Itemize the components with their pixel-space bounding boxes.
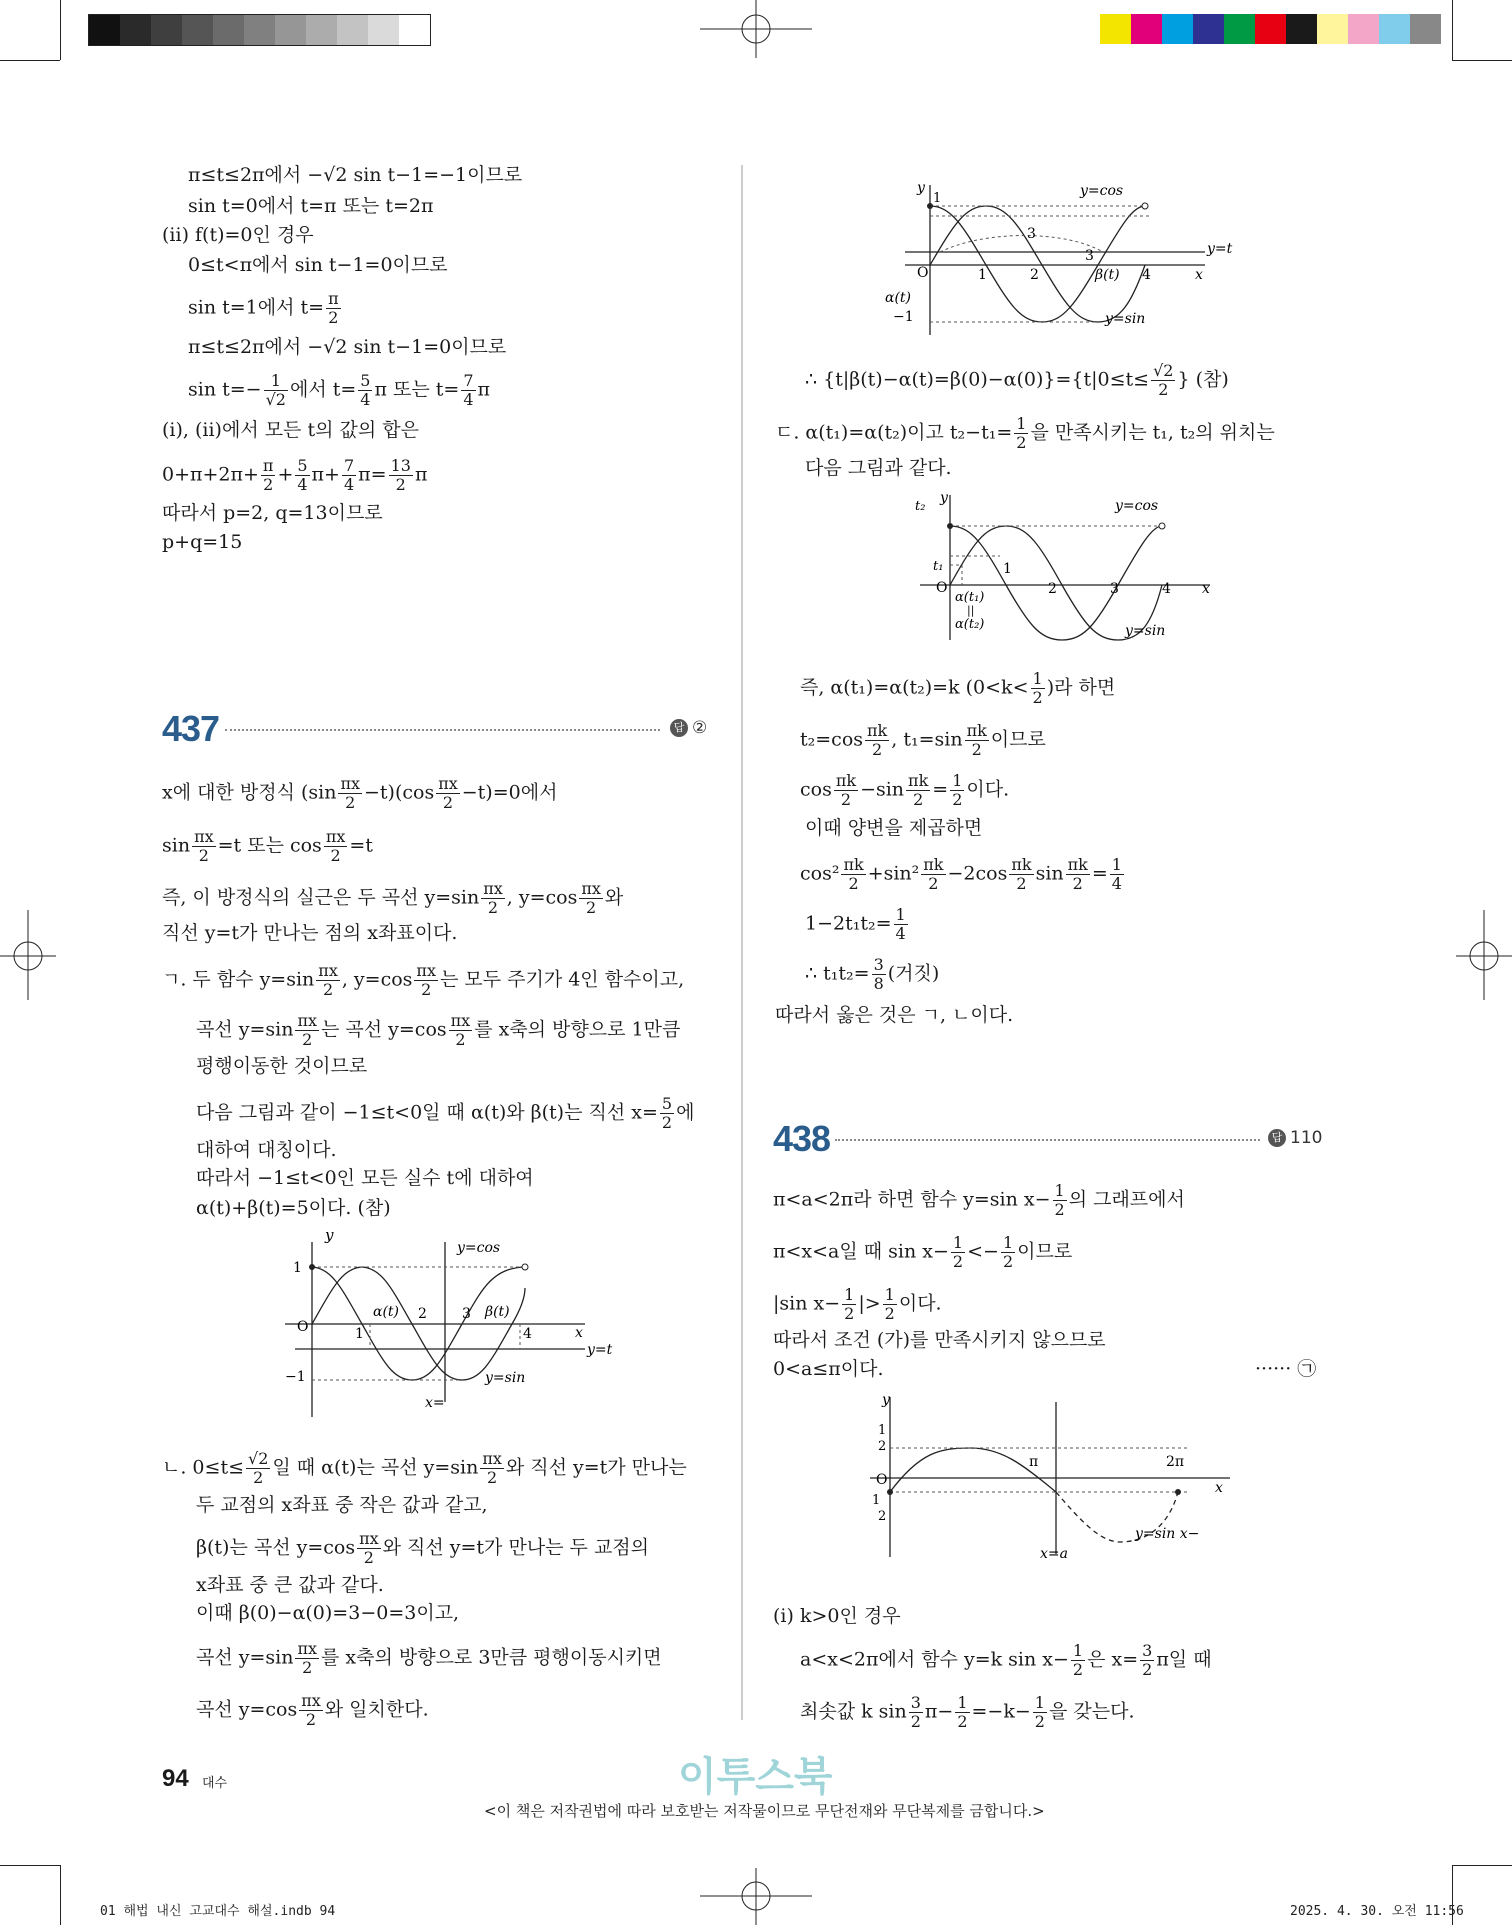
svg-text:α(t): α(t) bbox=[885, 290, 912, 306]
text-line: ㄴ. 0≤t≤ $\frac{√2}{2}$ 일 때 α(t)는 곡선 y=sin $\frac{\pi x}{2}$ 와 직선 y=t가 만나는 bbox=[162, 1449, 687, 1487]
svg-text:4: 4 bbox=[523, 1326, 532, 1342]
svg-text:y=t: y=t bbox=[1207, 241, 1233, 257]
answer-label: 답 ② bbox=[670, 718, 707, 738]
svg-text:2: 2 bbox=[878, 1509, 887, 1524]
svg-text:t₂: t₂ bbox=[915, 499, 926, 514]
publisher-logo: 이투스북 bbox=[678, 1754, 833, 1800]
svg-text:3: 3 bbox=[462, 1306, 471, 1322]
svg-text:2: 2 bbox=[1030, 267, 1039, 283]
text-line: 다음 그림과 같이 −1≤t<0일 때 α(t)와 β(t)는 직선 x= $\frac{5}{2}$ 에 bbox=[196, 1094, 695, 1132]
svg-text:π: π bbox=[1029, 1454, 1039, 1470]
text-line: 이때 양변을 제곱하면 bbox=[805, 817, 983, 839]
svg-text:α(t): α(t) bbox=[373, 1304, 400, 1320]
svg-text:y=cos: y=cos bbox=[1080, 183, 1124, 199]
text-line: sin t=− $\frac{1}{√2}$ 에서 t= $\frac{5}{4}$ π 또는 t= $\frac{7}{4}$ π bbox=[188, 371, 490, 409]
svg-text:y: y bbox=[917, 180, 925, 196]
graph-sin-cos-y-equals-t bbox=[885, 180, 1245, 340]
svg-text:2: 2 bbox=[878, 1439, 887, 1454]
text-line: 0≤t<π에서 sin t−1=0이므로 bbox=[188, 254, 448, 276]
graph-sin-x-minus-half bbox=[860, 1392, 1240, 1564]
svg-text:−1: −1 bbox=[285, 1369, 306, 1385]
text-line: 이때 β(0)−α(0)=3−0=3이고, bbox=[196, 1602, 460, 1624]
text-line: 즉, α(t₁)=α(t₂)=k (0<k< $\frac{1}{2}$ )라 하면 bbox=[800, 669, 1116, 707]
svg-text:y=t: y=t bbox=[587, 1342, 613, 1358]
text-line: 따라서 p=2, q=13이므로 bbox=[162, 502, 383, 524]
svg-text:y=cos: y=cos bbox=[457, 1240, 501, 1256]
text-line: 따라서 조건 (가)를 만족시키지 않으므로 bbox=[773, 1329, 1106, 1351]
problem-number: 438 bbox=[773, 1118, 831, 1159]
svg-text:y: y bbox=[940, 490, 948, 506]
copyright-notice: <이 책은 저작권법에 따라 보호받는 저작물이므로 무단전재와 무단복제를 금합니다.> bbox=[484, 1802, 1045, 1820]
text-line: ∴ t₁t₂= $\frac{3}{8}$ (거짓) bbox=[805, 955, 940, 993]
svg-text:β(t): β(t) bbox=[485, 1304, 510, 1320]
svg-text:2: 2 bbox=[418, 1306, 427, 1322]
print-date: 2025. 4. 30. 오전 11:56 bbox=[1290, 1904, 1464, 1919]
svg-text:O: O bbox=[876, 1472, 888, 1488]
svg-text:4: 4 bbox=[1142, 267, 1151, 283]
text-line: cos² $\frac{\pi k}{2}$ +sin² $\frac{\pi k}{2}$ −2cos $\frac{\pi k}{2}$ sin $\frac{\pi k}{2}$ = $\frac{1}{4}$ bbox=[800, 855, 1122, 893]
svg-text:O: O bbox=[297, 1319, 309, 1335]
text-line: sin $\frac{\pi x}{2}$ =t 또는 cos $\frac{\pi x}{2}$ =t bbox=[162, 827, 373, 865]
axis-label: y bbox=[325, 1232, 334, 1244]
svg-text:1: 1 bbox=[293, 1260, 302, 1276]
svg-text:4: 4 bbox=[1162, 581, 1171, 597]
svg-text:x=a: x=a bbox=[1040, 1546, 1068, 1562]
svg-text:1: 1 bbox=[933, 191, 942, 206]
svg-text:1: 1 bbox=[355, 1326, 364, 1342]
text-line: t₂=cos $\frac{\pi k}{2}$ , t₁=sin $\frac{\pi k}{2}$ 이므로 bbox=[800, 721, 1046, 759]
svg-text:3: 3 bbox=[1085, 248, 1094, 264]
text-line: π≤t≤2π에서 −√2 sin t−1=−1이므로 bbox=[188, 164, 523, 186]
svg-text:x=: x= bbox=[425, 1395, 445, 1411]
text-line: sin t=0에서 t=π 또는 t=2π bbox=[188, 195, 434, 217]
svg-text:1: 1 bbox=[978, 267, 987, 283]
problem-number: 437 bbox=[162, 708, 220, 749]
svg-text:1: 1 bbox=[872, 1493, 881, 1508]
text-line: π≤t≤2π에서 −√2 sin t−1=0이므로 bbox=[188, 336, 507, 358]
text-line: x에 대한 방정식 (sin $\frac{\pi x}{2}$ −t)(cos $\frac{\pi x}{2}$ −t)=0에서 bbox=[162, 774, 558, 812]
text-line: π<x<a일 때 sin x− $\frac{1}{2}$ <− $\frac{1}{2}$ 이므로 bbox=[773, 1233, 1073, 1271]
text-line: β(t)는 곡선 y=cos $\frac{\pi x}{2}$ 와 직선 y=t가 만나는 두 교점의 bbox=[196, 1529, 650, 1567]
text-line: π<a<2π라 하면 함수 y=sin x− $\frac{1}{2}$ 의 그래프에서 bbox=[773, 1181, 1185, 1219]
text-line: (i) k>0인 경우 bbox=[773, 1605, 901, 1627]
text-line: (i), (ii)에서 모든 t의 값의 합은 bbox=[162, 419, 419, 441]
text-line: 다음 그림과 같다. bbox=[805, 457, 952, 479]
text-line: 두 교점의 x좌표 중 작은 값과 같고, bbox=[196, 1494, 488, 1516]
text-line: 0+π+2π+ $\frac{\pi}{2}$ + $\frac{5}{4}$ π+ $\frac{7}{4}$ π= $\frac{13}{2}$ π bbox=[162, 456, 428, 494]
text-line: 0<a≤π이다. bbox=[773, 1358, 884, 1380]
text-line: cos $\frac{\pi k}{2}$ −sin $\frac{\pi k}{2}$ = $\frac{1}{2}$ 이다. bbox=[800, 771, 1010, 809]
svg-text:2: 2 bbox=[1048, 581, 1057, 597]
text-line: p+q=15 bbox=[162, 531, 243, 553]
text-line: sin t=1에서 t= $\frac{\pi}{2}$ bbox=[188, 289, 339, 327]
text-line: 1−2t₁t₂= $\frac{1}{4}$ bbox=[805, 905, 906, 943]
svg-text:3: 3 bbox=[1110, 581, 1119, 597]
text-line: 대하여 대칭이다. bbox=[196, 1139, 337, 1161]
text-line: ㄷ. α(t₁)=α(t₂)이고 t₂−t₁= $\frac{1}{2}$ 을 만족시키는 t₁, t₂의 위치는 bbox=[775, 414, 1275, 452]
text-line: ㄱ. 두 함수 y=sin $\frac{\pi x}{2}$ , y=cos $\frac{\pi x}{2}$ 는 모두 주기가 4인 함수이고, bbox=[162, 961, 685, 999]
text-line: 즉, 이 방정식의 실근은 두 곡선 y=sin $\frac{\pi x}{2}$ , y=cos $\frac{\pi x}{2}$ 와 bbox=[162, 879, 624, 917]
svg-text:O: O bbox=[917, 265, 929, 281]
file-slug: 01 해법 내신 고교대수 해설.indb 94 bbox=[100, 1904, 336, 1919]
section-name: 대수 bbox=[202, 1776, 228, 1791]
text-line: a<x<2π에서 함수 y=k sin x− $\frac{1}{2}$ 은 x= $\frac{3}{2}$ π일 때 bbox=[800, 1641, 1212, 1679]
text-line: 곡선 y=sin $\frac{\pi x}{2}$ 를 x축의 방향으로 3만큼 평행이동시키면 bbox=[196, 1639, 662, 1677]
svg-text:O: O bbox=[936, 580, 948, 596]
text-line: 평행이동한 것이므로 bbox=[196, 1055, 368, 1077]
text-line: 따라서 옳은 것은 ㄱ, ㄴ이다. bbox=[775, 1004, 1014, 1026]
text-line: (ii) f(t)=0인 경우 bbox=[162, 224, 314, 246]
svg-text:y=sin: y=sin bbox=[485, 1370, 526, 1386]
graph-sin-cos-symmetry bbox=[285, 1232, 625, 1424]
leader-dots bbox=[225, 729, 660, 731]
leader-dots bbox=[835, 1139, 1260, 1141]
svg-text:y=sin: y=sin bbox=[1105, 311, 1146, 327]
equation-marker: ······ ㉠ bbox=[1255, 1358, 1317, 1380]
text-line: 곡선 y=sin $\frac{\pi x}{2}$ 는 곡선 y=cos $\frac{\pi x}{2}$ 를 x축의 방향으로 1만큼 bbox=[196, 1011, 681, 1049]
answer-label: 답 110 bbox=[1268, 1128, 1322, 1148]
svg-text:3: 3 bbox=[1027, 226, 1036, 242]
text-line: x좌표 중 큰 값과 같다. bbox=[196, 1574, 384, 1596]
svg-text:x: x bbox=[1215, 1480, 1223, 1496]
svg-text:2π: 2π bbox=[1166, 1454, 1185, 1470]
graph-t1-t2 bbox=[900, 490, 1220, 650]
svg-text:y=sin x−: y=sin x− bbox=[1135, 1526, 1200, 1542]
text-line: 최솟값 k sin $\frac{3}{2}$ π− $\frac{1}{2}$ =−k− $\frac{1}{2}$ 을 갖는다. bbox=[800, 1693, 1135, 1731]
svg-text:x: x bbox=[1195, 267, 1203, 283]
svg-text:x: x bbox=[575, 1325, 583, 1341]
text-line: α(t)+β(t)=5이다. (참) bbox=[196, 1197, 391, 1219]
svg-text:x: x bbox=[1202, 581, 1210, 597]
svg-text:t₁: t₁ bbox=[933, 559, 944, 574]
svg-text:y=cos: y=cos bbox=[1115, 498, 1159, 514]
page-number: 94 bbox=[162, 1765, 189, 1792]
text-line: 따라서 −1≤t<0인 모든 실수 t에 대하여 bbox=[196, 1167, 534, 1189]
text-line: 곡선 y=cos $\frac{\pi x}{2}$ 와 일치한다. bbox=[196, 1691, 429, 1729]
text-line: |sin x− $\frac{1}{2}$ |> $\frac{1}{2}$ 이다. bbox=[773, 1285, 942, 1323]
text-line: 직선 y=t가 만나는 점의 x좌표이다. bbox=[162, 922, 458, 944]
svg-text:y: y bbox=[882, 1392, 890, 1408]
svg-text:β(t): β(t) bbox=[1095, 267, 1120, 283]
svg-text:1: 1 bbox=[878, 1423, 887, 1438]
svg-text:||: || bbox=[967, 604, 975, 617]
svg-text:1: 1 bbox=[1003, 561, 1012, 577]
svg-text:y=sin: y=sin bbox=[1125, 623, 1166, 639]
svg-text:−1: −1 bbox=[893, 309, 914, 325]
text-line: ∴ {t|β(t)−α(t)=β(0)−α(0)}={t|0≤t≤ $\frac{√2}{2}$ } (참) bbox=[805, 361, 1229, 399]
svg-text:α(t₂): α(t₂) bbox=[955, 617, 985, 632]
svg-text:α(t₁): α(t₁) bbox=[955, 590, 985, 605]
